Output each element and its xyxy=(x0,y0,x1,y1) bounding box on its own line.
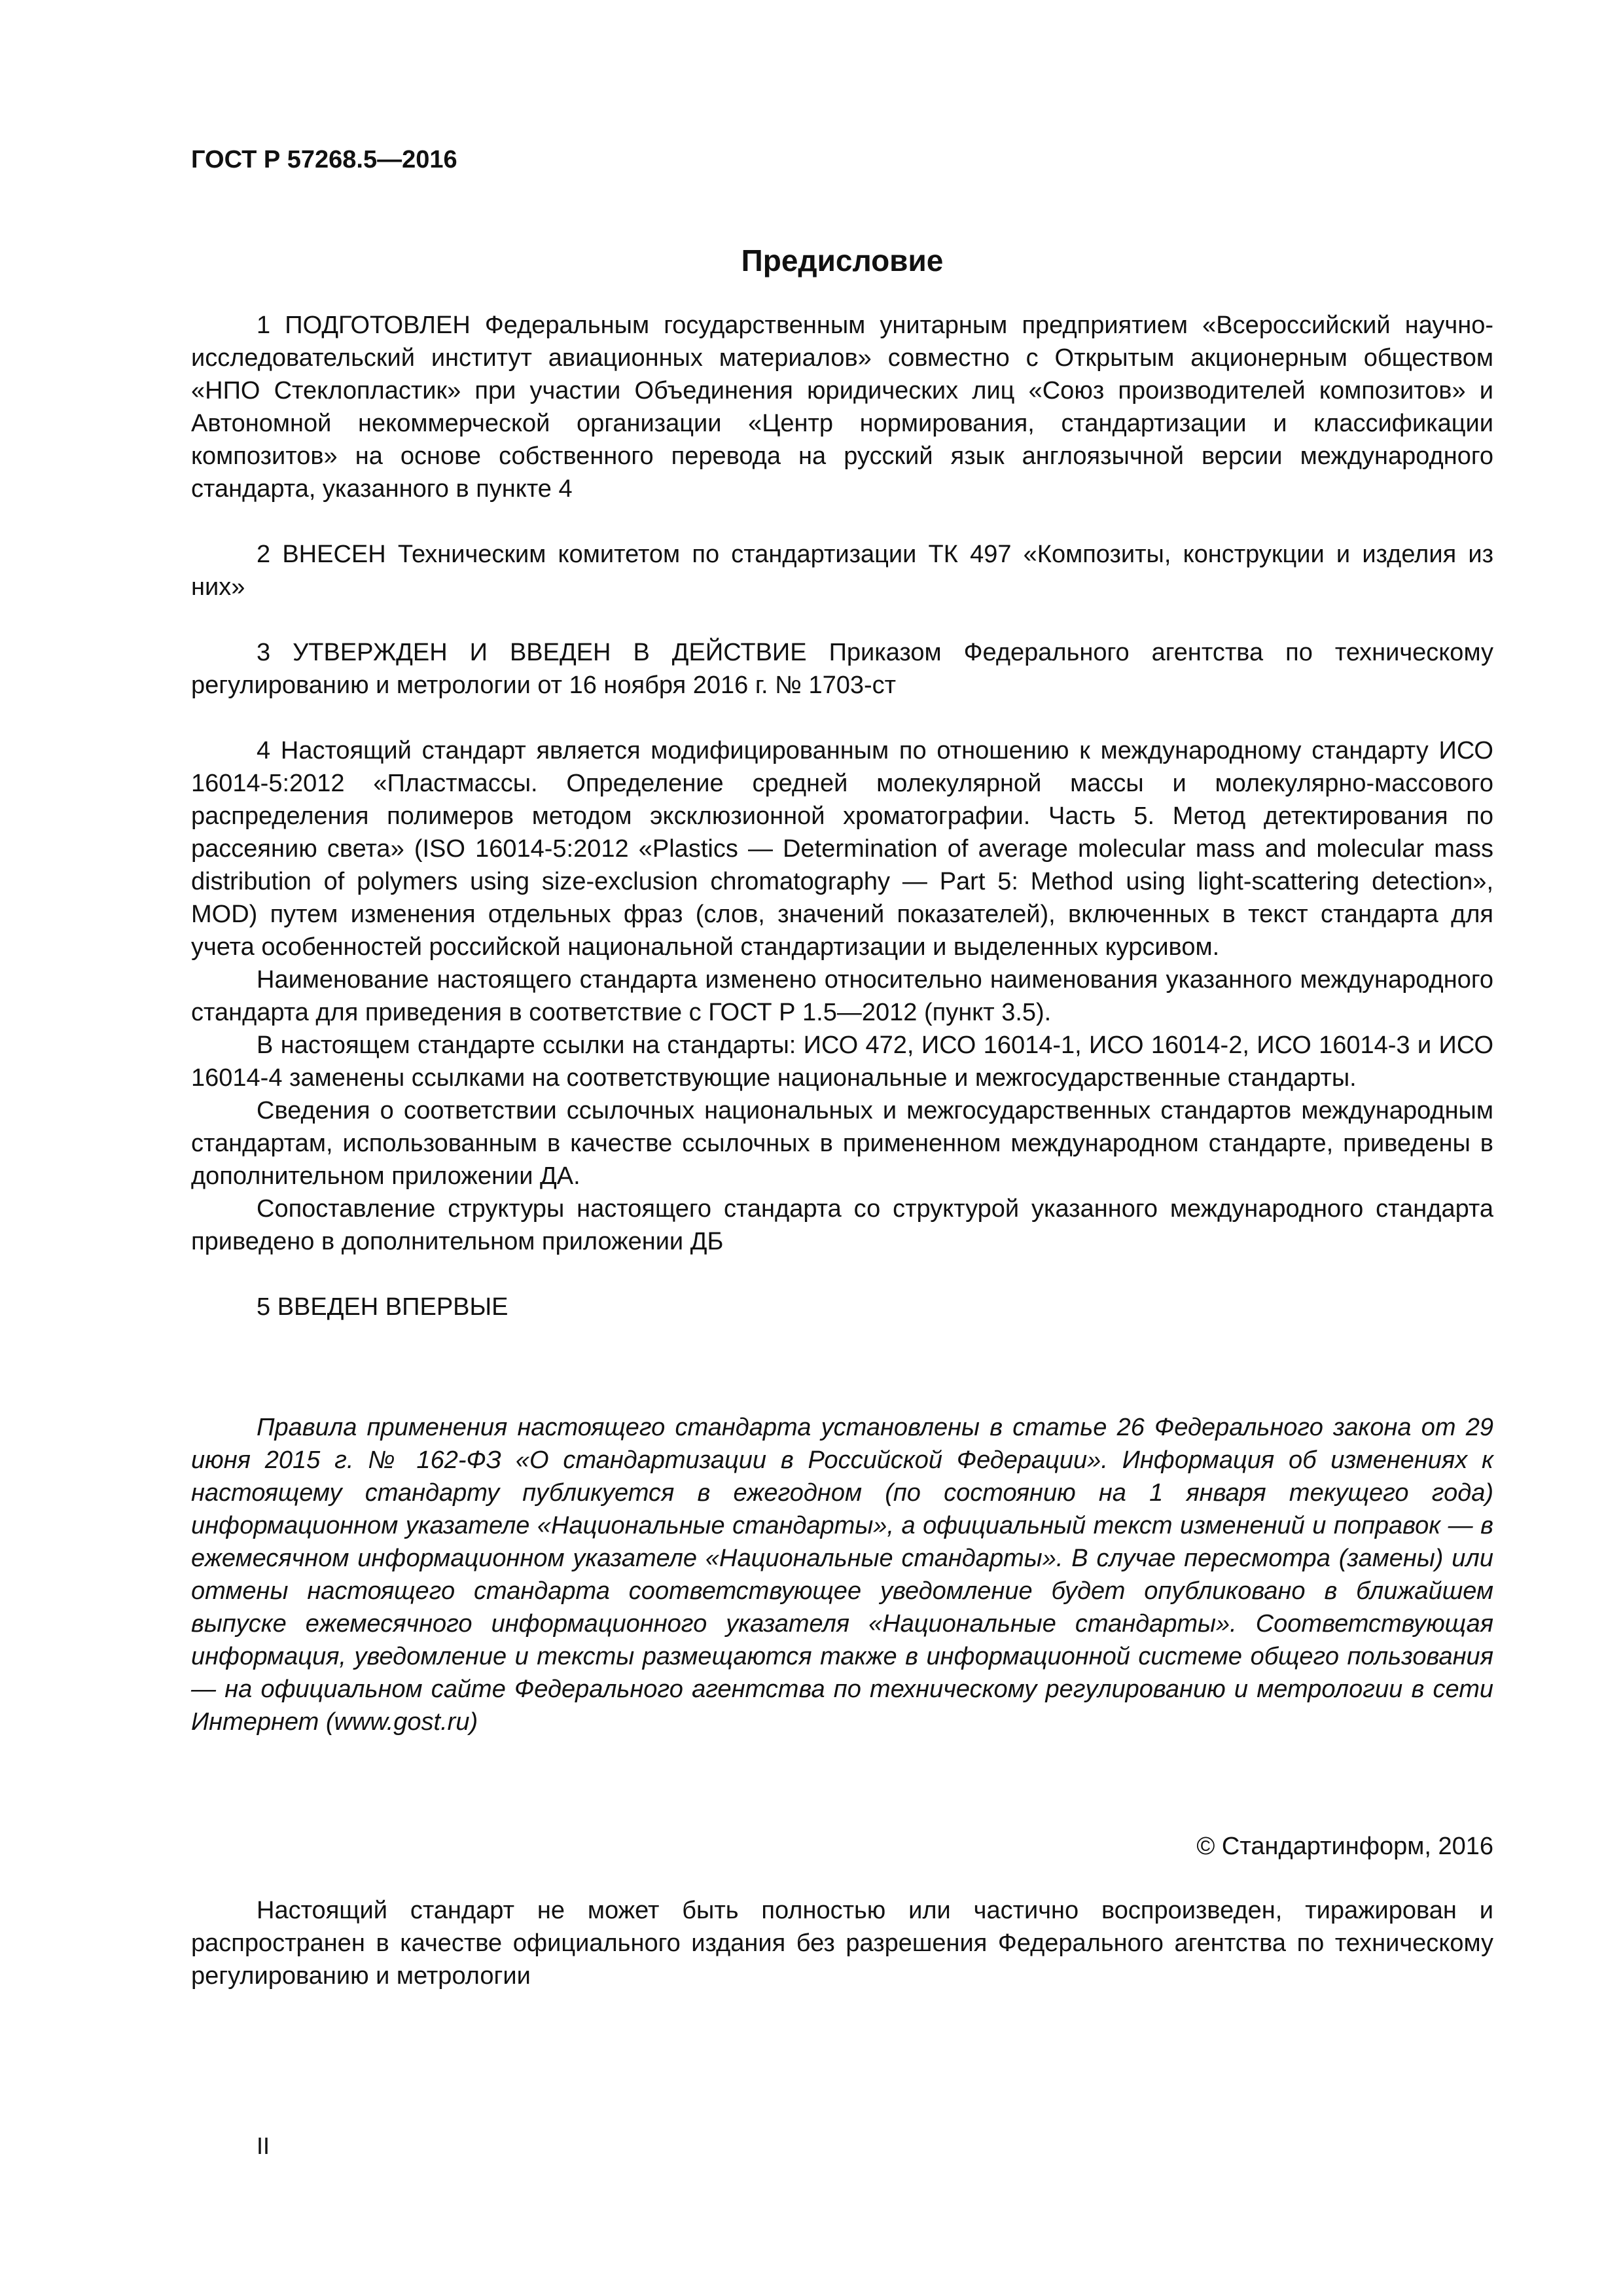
document-code: ГОСТ Р 57268.5—2016 xyxy=(191,146,457,173)
section-2-submitted: 2 ВНЕСЕН Техническим комитетом по стандартизации ТК 497 «Композиты, конструкции и изделия из них» xyxy=(191,541,1493,601)
copyright-line: © Стандартинформ, 2016 xyxy=(1196,1833,1493,1860)
section-5-first-introduced: 5 ВВЕДЕН ВПЕРВЫЕ xyxy=(257,1293,508,1321)
section-4-modification: 4 Настоящий стандарт является модифицированным по отношению к международному стандарту ИСО 16014-5:2012 «Пластмассы. Определение средней молекулярной массы и молекулярно-массового распределения полимеров методом эксклюзионной хроматографии. Часть 5. Метод детектирования по рассеянию света» (ISO 16014-5:2012 «Plastics — Determination of average molecular mass and molecular mass distribution of polymers using size-exclusion chromatography — Part 5: Method using light-scattering detection», MOD) путем изменения отдельных фраз (слов, значений показателей), включенных в текст стандарта для учета особенностей российской национальной стандартизации и выделенных курсивом. xyxy=(191,737,1493,961)
reproduction-notice: Настоящий стандарт не может быть полностью или частично воспроизведен, тиражирован и распространен в качестве официального издания без разрешения Федерального агентства по техническому регулированию и метрологии xyxy=(191,1897,1493,1990)
section-4-title-change: Наименование настоящего стандарта изменено относительно наименования указанного международного стандарта для приведения в соответствие с ГОСТ Р 1.5—2012 (пункт 3.5). xyxy=(191,966,1493,1026)
page-number: II xyxy=(257,2132,270,2159)
section-1-prepared: 1 ПОДГОТОВЛЕН Федеральным государственным унитарным предприятием «Всероссийский научно-исследовательский институт авиационных материалов» совместно с Открытым акционерным обществом «НПО Стеклопластик» при участии Объединения юридических лиц «Союз производителей композитов» и Автономной некоммерческой организации «Центр нормирования, стандартизации и классификации композитов» на основе собственного перевода на русский язык англоязычной версии международного стандарта, указанного в пункте 4 xyxy=(191,312,1493,503)
document-page xyxy=(191,144,1493,1992)
section-3-approved: 3 УТВЕРЖДЕН И ВВЕДЕН В ДЕЙСТВИЕ Приказом Федерального агентства по техническому регулированию и метрологии от 16 ноября 2016 г. № 1703-ст xyxy=(191,639,1493,699)
section-4-references: В настоящем стандарте ссылки на стандарты: ИСО 472, ИСО 16014-1, ИСО 16014-2, ИСО 16014-3 и ИСО 16014-4 заменены ссылками на соответствующие национальные и межгосударственные стандарты. xyxy=(191,1031,1493,1092)
section-4-reference-info: Сведения о соответствии ссылочных национальных и межгосударственных стандартов международным стандартам, использованным в качестве ссылочных в примененном международном стандарте, приведены в дополнительном приложении ДА. xyxy=(191,1097,1493,1190)
section-4-structure-comparison: Сопоставление структуры настоящего стандарта со структурой указанного международного стандарта приведено в дополнительном приложении ДБ xyxy=(191,1195,1493,1255)
rules-notice: Правила применения настоящего стандарта установлены в статье 26 Федерального закона от 29 июня 2015 г. № 162-ФЗ «О стандартизации в Российской Федерации». Информация об изменениях к настоящему стандарту публикуется в ежегодном (по состоянию на 1 января текущего года) информационном указателе «Национальные стандарты», а официальный текст изменений и поправок — в ежемесячном информационном указателе «Национальные стандарты». В случае пересмотра (замены) или отмены настоящего стандарта соответствующее уведомление будет опубликовано в ближайшем выпуске ежемесячного информационного указателя «Национальные стандарты». Соответствующая информация, уведомление и тексты размещаются также в информационной системе общего пользования — на официальном сайте Федерального агентства по техническому регулированию и метрологии в сети Интернет (www.gost.ru) xyxy=(191,1414,1493,1736)
page-title: Предисловие xyxy=(741,243,944,278)
